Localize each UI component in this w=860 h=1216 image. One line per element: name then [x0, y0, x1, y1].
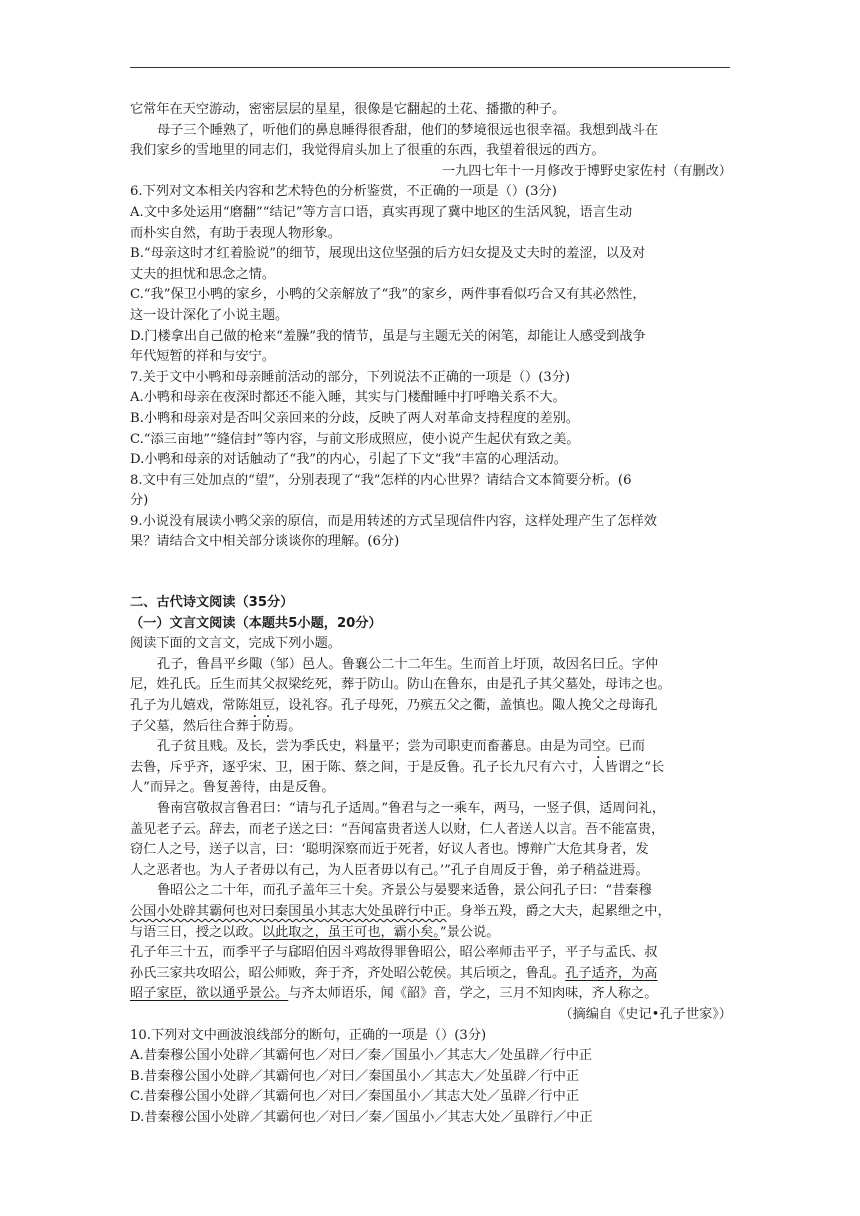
- section-instruction: 阅读下面的文言文，完成下列小题。: [130, 636, 341, 652]
- question-10-stem: 10.下列对文中画波浪线部分的断句，正确的一项是（）(3分): [130, 1027, 487, 1043]
- question-6-stem: 6.下列对文本相关内容和艺术特色的分析鉴赏，不正确的一项是（）(3分): [130, 184, 557, 200]
- dotted-word: 俎豆: [248, 698, 276, 714]
- underlined-text: 昭子家臣，欲以通乎景公。: [130, 986, 289, 1002]
- story-line: 母子三个睡熟了，听他们的鼻息睡得很香甜，他们的梦境很远也很幸福。我想到战斗在: [157, 122, 659, 138]
- passage-line: 子父墓，然后往合葬于防焉。: [130, 718, 302, 734]
- header-rule: [130, 67, 730, 68]
- q6-option-a-cont: 而朴实自然，有助于表现人物形象。: [130, 225, 341, 241]
- passage-line: 昭子家臣，欲以通乎景公。与齐太师语乐，闻《韶》音，学之，三月不知肉味，齐人称之。: [130, 986, 658, 1002]
- passage-line: 人之恶者也。为人子者毋以有己，为人臣者毋以有己。’”孔子自周反于鲁，弟子稍益进焉。: [130, 862, 649, 878]
- q10-option-d: D.昔秦穆公国小处辟／其霸何也／对曰／秦／国虽小／其志大处／虽辟行／中正: [130, 1109, 593, 1125]
- question-9-cont: 果？请结合文中相关部分谈谈你的理解。(6分): [130, 534, 400, 550]
- passage-line: 孔子贫且贱。及长，尝为季氏史，料量平；尝为司职吏而畜蕃息。由是为司空。已而: [157, 739, 645, 755]
- wavy-underlined-text: 公国小处辟其霸何也对曰秦国虽小其志大处虽辟行中正: [130, 903, 447, 919]
- question-7-stem: 7.关于文中小鸭和母亲睡前活动的部分，下列说法不正确的一项是（）(3分): [130, 369, 571, 385]
- story-source: 一九四七年十一月修改于博野史家佐村（有删改）: [441, 163, 732, 179]
- q6-option-b-cont: 丈夫的担忧和思念之情。: [130, 266, 276, 282]
- q10-option-c: C.昔秦穆公国小处辟／其霸何也／对曰／秦国虽小／其志大处／虽辟／行中正: [130, 1089, 579, 1105]
- story-line: 我们家乡的雪地里的同志们，我觉得肩头加上了很重的东西，我望着很远的西方。: [130, 143, 605, 159]
- q10-option-b: B.昔秦穆公国小处辟／其霸何也／对曰／秦国虽小／其志大／处虽辟／行中正: [130, 1068, 580, 1084]
- q6-option-b: B.“母亲这时才红着脸说”的细节，展现出这位坚强的后方妇女提及丈夫时的羞涩，以及对: [130, 246, 646, 262]
- passage-line: 孔子为儿嬉戏，常陈俎豆，设礼容。孔子母死，乃殡五父之衢，盖慎也。陬人挽父之母诲孔: [130, 698, 658, 714]
- dotted-word: 空: [592, 739, 606, 755]
- q7-option-c: C.“添三亩地”“缝信封”等内容，与前文形成照应，使小说产生起伏有致之美。: [130, 431, 580, 447]
- passage-line: 去鲁，斥乎齐，逐乎宋、卫，困于陈、蔡之间，于是反鲁。孔子长九尺有六寸，人皆谓之“长: [130, 759, 665, 775]
- passage-line: 孔子，鲁昌平乡陬（邹）邑人。鲁襄公二十二年生。生而首上圩顶，故因名曰丘。字仲: [157, 656, 659, 672]
- passage-line: 鲁南宫敬叔言鲁君曰：“请与孔子适周。”鲁君与之一乘车，两马，一竖子俱，适周问礼，: [157, 801, 666, 816]
- q6-option-d-cont: 年代短暂的祥和与安宁。: [130, 349, 276, 365]
- q6-option-c-cont: 这一设计深化了小说主题。: [130, 307, 289, 323]
- question-8-stem: 8.文中有三处加点的“望”，分别表现了“我”怎样的内心世界？请结合文本简要分析。(6: [130, 472, 632, 488]
- q7-option-a: A.小鸭和母亲在夜深时都还不能入睡，其实与门楼酣睡中打呼噜关系不大。: [130, 390, 566, 406]
- passage-line: 窃仁人之号，送子以言，曰：‘聪明深察而近于死者，好议人者也。博辩广大危其身者，发: [130, 842, 649, 858]
- passage-line: 盖见老子云。辞去，而老子送之曰：“吾闻富贵者送人以财，仁人者送人以言。吾不能富贵，: [130, 821, 665, 837]
- exam-content: [130, 100, 732, 1129]
- section-title: 二、古代诗文阅读（35分）: [130, 595, 294, 611]
- q7-option-d: D.小鸭和母亲的对话触动了“我”的内心，引起了下文“我”丰富的心理活动。: [130, 452, 567, 468]
- dotted-word: 乘: [454, 801, 468, 816]
- section-subtitle: （一）文言文阅读（本题共5小题，20分）: [130, 615, 382, 631]
- passage-line: 尼，姓孔氏。丘生而其父叔梁纥死，葬于防山。防山在鲁东，由是孔子其父墓处，母讳之也。: [130, 677, 671, 693]
- passage-line: 公国小处辟其霸何也对曰秦国虽小其志大处虽辟行中正。身举五羖，爵之大夫，起累绁之中，: [130, 903, 671, 919]
- q6-option-d: D.门楼拿出自己做的枪来“羞臊”我的情节，虽是与主题无关的闲笔，却能让人感受到战争: [130, 328, 646, 344]
- passage-line: 孔子年三十五，而季平子与郈昭伯因斗鸡故得罪鲁昭公，昭公率师击平子，平子与孟氏、叔: [130, 945, 658, 961]
- q7-option-b: B.小鸭和母亲对是否叫父亲回来的分歧，反映了两人对革命支持程度的差别。: [130, 410, 580, 426]
- passage-line: 孙氏三家共攻昭公，昭公师败，奔于齐，齐处昭公乾侯。其后顷之，鲁乱。孔子适齐，为高: [130, 965, 658, 981]
- q6-option-c: C.“我”保卫小鸭的家乡，小鸭的父亲解放了“我”的家乡，两件事看似巧合又有其必然性，: [130, 287, 646, 303]
- passage-line: 鲁昭公之二十年，而孔子盖年三十矣。齐景公与晏婴来适鲁，景公问孔子曰：“昔秦穆: [157, 883, 652, 899]
- underlined-text: 孔子适齐，为高: [565, 965, 658, 981]
- q10-option-a: A.昔秦穆公国小处辟／其霸何也／对曰／秦／国虽小／其志大／处虽辟／行中正: [130, 1048, 593, 1064]
- passage-line: 与语三日，授之以政。以此取之，虽王可也，霸小矣。”景公说。: [130, 924, 500, 940]
- question-9-stem: 9.小说没有展读小鸭父亲的原信，而是用转述的方式呈现信件内容，这样处理产生了怎样效: [130, 513, 657, 529]
- story-line: 它常年在天空游动，密密层层的星星，很像是它翻起的土花、播撒的种子。: [130, 102, 566, 117]
- passage-source: （摘编自《史记•孔子世家》）: [559, 1006, 732, 1022]
- passage-line: 人”而异之。鲁复善待，由是反鲁。: [130, 780, 335, 796]
- underlined-text: 以此取之，虽王可也，霸小矣。: [261, 924, 440, 940]
- q6-option-a: A.文中多处运用“磨翻”“结记”等方言口语，真实再现了冀中地区的生活风貌，语言生动: [130, 204, 633, 220]
- question-8-cont: 分): [130, 493, 149, 509]
